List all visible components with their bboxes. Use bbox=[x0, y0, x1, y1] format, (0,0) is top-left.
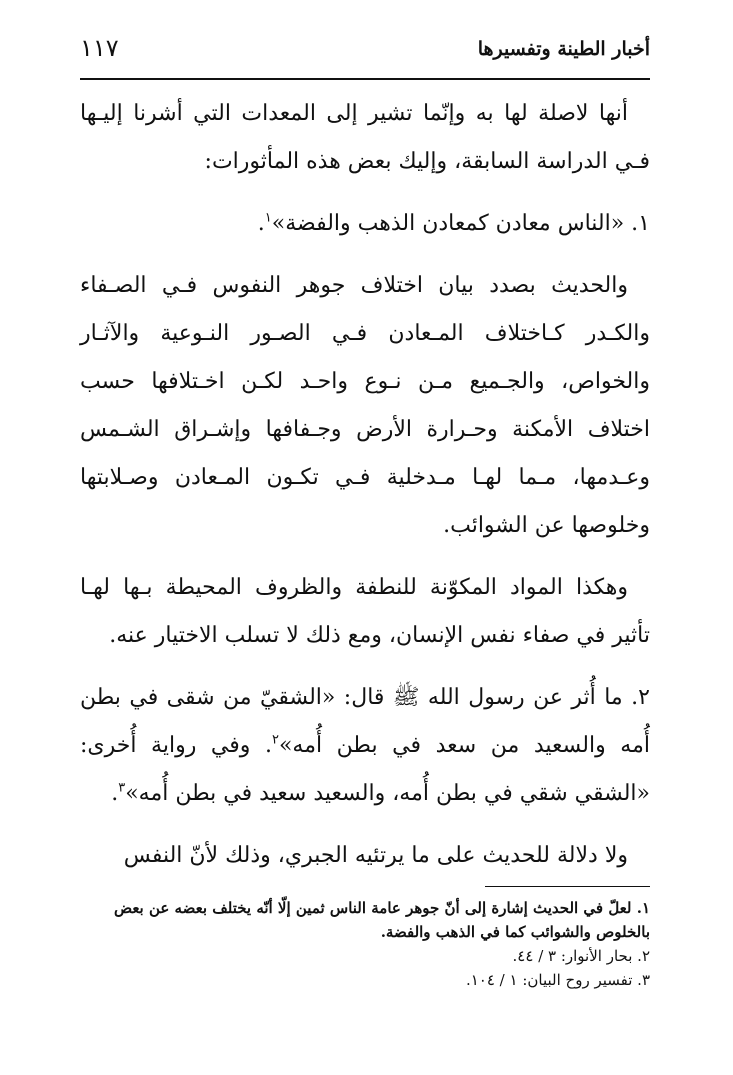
footnote-2: ٢. بحار الأنوار: ٣ / ٤٤. bbox=[512, 947, 650, 965]
quote-item-1: ١. «الناس معادن كمعادن الذهب والفضة»$^١$. bbox=[257, 210, 650, 236]
page-number: ١١٧ bbox=[80, 34, 119, 62]
running-title: أخبار الطينة وتفسيرها bbox=[477, 38, 650, 60]
footnote-rule bbox=[485, 886, 650, 887]
paragraph: والحديث بصدد بيان اختلاف جوهر النفوس فـي الصـفاء والكـدر كـاختلاف المـعادن فـي الصـور النـوعية والآثـار والخواص، والجـميع مـن نـوع واحـد لكـن اخـتلافها حسب اختلاف الأمكنة وحـرارة الأرض وجـفافها وإشـراق الشـمس وعـدمها، مـما لهـا مـدخلية فـي تكـون المـعادن وصـلابتها وخلوصها عن الشوائب. bbox=[80, 273, 650, 538]
footnote-1: ١. لعلّ في الحديث إشارة إلى أنّ جوهر عامة الناس ثمين إلّا أنّه يختلف بعضه عن بعض بالخلوص والشوائب كما في الذهب والفضة. bbox=[113, 899, 650, 941]
header-rule bbox=[80, 78, 650, 80]
footnote-3: ٣. تفسير روح البيان: ١ / ١٠٤. bbox=[465, 971, 650, 989]
footnote-ref: ٢ bbox=[271, 732, 279, 748]
paragraph: أنها لاصلة لها به وإنّما تشير إلى المعدات التي أشرنا إليـها فـي الدراسة السابقة، وإليك بعض هذه المأثورات: bbox=[80, 101, 650, 174]
footnote-ref: ١ bbox=[264, 210, 272, 226]
footnotes bbox=[80, 896, 650, 992]
paragraph: وهكذا المواد المكوّنة للنطفة والظروف المحيطة بـها لهـا تأثير في صفاء نفس الإنسان، ومع ذلك لا تسلب الاختيار عنه. bbox=[80, 575, 650, 648]
main-text bbox=[80, 90, 650, 894]
page-header bbox=[80, 30, 650, 74]
quote-text: ١. «الناس معادن كمعادن الذهب والفضة» bbox=[271, 211, 650, 236]
quote-text: . وفي رواية أُخرى: «الشقي شقي في بطن أُمه، والسعيد سعيد في بطن أُمه» bbox=[80, 733, 650, 806]
quote-item-2: ٢. ما أُثر عن رسول الله ﷺ قال: «الشقيّ من شقى في بطن أُمه والسعيد من سعد في بطن أُمه»$^٢$. وفي رواية أُخرى: «الشقي شقي في بطن أُمه، والسعيد سعيد في بطن أُمه»$^٣$. bbox=[80, 685, 650, 806]
quote-text: ٢. ما أُثر عن رسول الله ﷺ قال: «الشقيّ من شقى في بطن أُمه والسعيد من سعد في بطن أُمه» bbox=[80, 685, 650, 758]
paragraph: ولا دلالة للحديث على ما يرتئيه الجبري، وذلك لأنّ النفس bbox=[123, 843, 628, 868]
footnote-ref: ٣ bbox=[118, 780, 126, 796]
